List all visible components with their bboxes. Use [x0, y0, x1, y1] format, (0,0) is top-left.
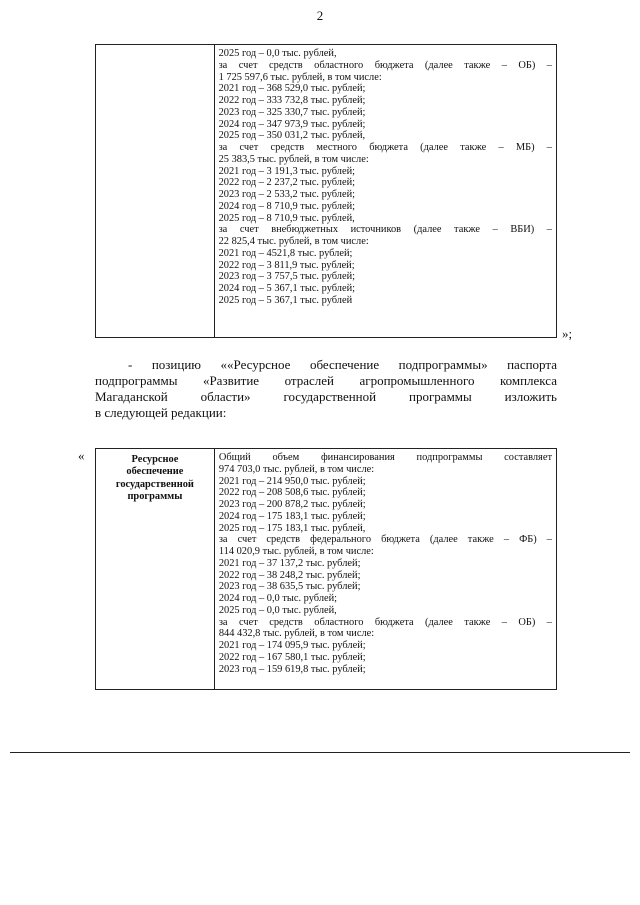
funding-line: 2023 год – 38 635,5 тыс. рублей; — [218, 581, 361, 593]
paragraph-line: подпрограммы «Развитие отраслей агропромышленного комплекса — [95, 373, 557, 388]
amendment-paragraph — [95, 357, 557, 421]
funding-line: 25 383,5 тыс. рублей, в том числе: — [218, 153, 369, 165]
funding-line: 2022 год – 38 248,2 тыс. рублей; — [218, 569, 361, 581]
funding-line: 2024 год – 5 367,1 тыс. рублей; — [218, 283, 356, 294]
funding-line: 2021 год – 37 137,2 тыс. рублей; — [218, 557, 361, 569]
funding-table-new — [95, 448, 557, 690]
funding-line: 2021 год – 3 191,3 тыс. рублей; — [218, 165, 356, 177]
heading-line: государственной — [115, 478, 194, 490]
funding-line: 2022 год – 2 237,2 тыс. рублей; — [218, 177, 356, 189]
funding-line: 2025 год – 175 183,1 тыс. рублей, — [218, 522, 366, 534]
funding-line: 2022 год – 333 732,8 тыс. рублей; — [218, 95, 366, 106]
opening-quote: « — [78, 448, 85, 463]
footer-divider — [10, 752, 630, 753]
funding-line: 2023 год – 325 330,7 тыс. рублей; — [218, 106, 366, 118]
funding-line: 2024 год – 347 973,9 тыс. рублей; — [218, 118, 366, 130]
funding-line: 2023 год – 159 619,8 тыс. рублей; — [218, 663, 366, 675]
funding-line: за счет средств областного бюджета (далее также – ОБ) – — [218, 616, 552, 628]
funding-line: за счет средств местного бюджета (далее также – МБ) – — [218, 142, 552, 153]
funding-line: 2025 год – 0,0 тыс. рублей, — [218, 48, 337, 59]
funding-line: 2023 год – 200 878,2 тыс. рублей; — [218, 499, 366, 510]
funding-line: 2025 год – 5 367,1 тыс. рублей — [218, 294, 353, 306]
closing-quote: »; — [562, 326, 573, 341]
funding-line: 2025 год – 0,0 тыс. рублей, — [218, 604, 337, 616]
heading-line: обеспечение — [126, 466, 184, 478]
paragraph-line: Магаданской области» государственной программы изложить — [95, 389, 557, 404]
table-left-cell — [96, 45, 215, 338]
paragraph-line: - позицию ««Ресурсное обеспечение подпрограммы» паспорта — [128, 357, 557, 372]
funding-line: 114 020,9 тыс. рублей, в том числе: — [218, 546, 374, 557]
funding-line: 2024 год – 0,0 тыс. рублей; — [218, 593, 338, 604]
funding-line: 2023 год – 2 533,2 тыс. рублей; — [218, 189, 356, 200]
heading-line: программы — [127, 491, 183, 503]
funding-line: 2022 год – 208 508,6 тыс. рублей; — [218, 487, 366, 499]
funding-line: 2022 год – 3 811,9 тыс. рублей; — [218, 259, 355, 271]
funding-line: за счет средств федерального бюджета (далее также – ФБ) – — [218, 534, 552, 546]
table-right-cell — [214, 449, 556, 690]
funding-line: 974 703,0 тыс. рублей, в том числе: — [218, 463, 375, 475]
table-right-cell — [214, 45, 556, 338]
funding-line: Общий объем финансирования подпрограммы составляет — [218, 452, 552, 463]
paragraph-line: в следующей редакции: — [95, 405, 227, 420]
funding-line: за счет внебюджетных источников (далее также – ВБИ) – — [218, 224, 552, 236]
funding-line: 2021 год – 4521,8 тыс. рублей; — [218, 247, 353, 259]
funding-table-continued — [95, 44, 557, 338]
funding-line: 2021 год – 368 529,0 тыс. рублей; — [218, 83, 366, 95]
funding-line: 844 432,8 тыс. рублей, в том числе: — [218, 628, 375, 640]
funding-line: 2022 год – 167 580,1 тыс. рублей; — [218, 651, 366, 663]
funding-line: за счет средств областного бюджета (далее также – ОБ) – — [218, 59, 552, 71]
funding-line: 2025 год – 350 031,2 тыс. рублей, — [218, 130, 366, 142]
heading-line: Ресурсное — [131, 454, 179, 465]
funding-line: 1 725 597,6 тыс. рублей, в том числе: — [218, 71, 382, 83]
table-heading-cell — [96, 449, 215, 690]
page-number: 2 — [316, 8, 324, 23]
funding-line: 2024 год – 175 183,1 тыс. рублей; — [218, 510, 366, 522]
funding-lines-continued — [215, 45, 556, 309]
funding-line: 22 825,4 тыс. рублей, в том числе: — [218, 236, 369, 247]
funding-lines-new — [215, 449, 556, 677]
funding-line: 2023 год – 3 757,5 тыс. рублей; — [218, 271, 356, 283]
resource-heading — [96, 449, 214, 504]
funding-line: 2021 год – 174 095,9 тыс. рублей; — [218, 640, 366, 651]
funding-line: 2024 год – 8 710,9 тыс. рублей; — [218, 200, 356, 212]
funding-line: 2021 год – 214 950,0 тыс. рублей; — [218, 475, 366, 487]
funding-line: 2025 год – 8 710,9 тыс. рублей, — [218, 212, 355, 224]
